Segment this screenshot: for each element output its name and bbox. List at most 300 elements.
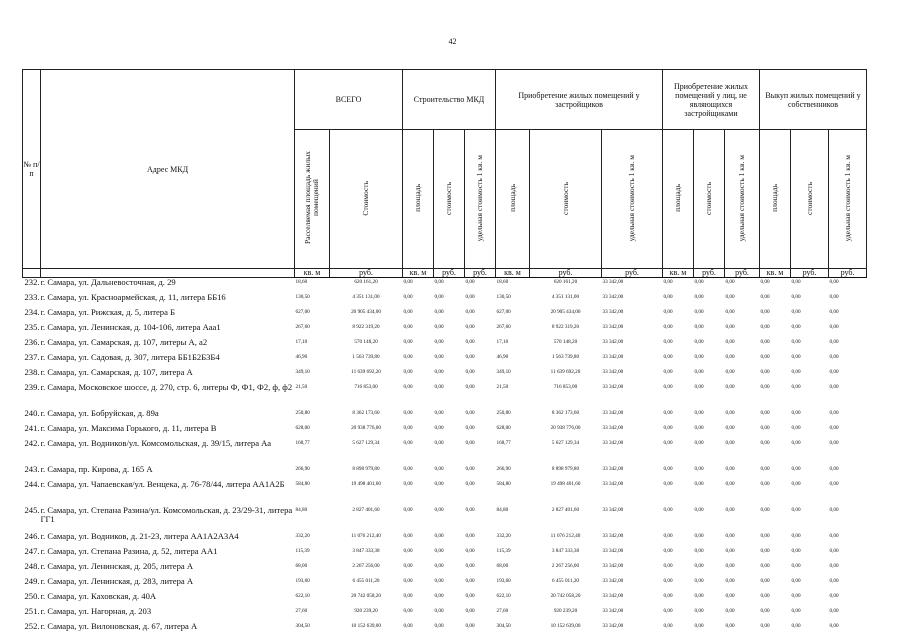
cell-c-unit: 0,00 <box>465 279 475 285</box>
cell-b-cost: 0,00 <box>791 547 801 554</box>
row-address: г. Самара, ул. Водников/ул. Комсомольская, д. 39/15, литера Аа <box>40 438 272 448</box>
cell-b-area: 0,00 <box>760 279 770 285</box>
cell-d-unit: 33 342,00 <box>602 592 624 599</box>
row-address: г. Самара, ул. Дальневосточная, д. 29 <box>40 277 176 287</box>
cell-c-cost: 0,00 <box>434 383 444 390</box>
cell-c-unit: 0,00 <box>465 293 475 300</box>
cell-c-cost: 0,00 <box>434 323 444 330</box>
cell-b-unit: 0,00 <box>829 506 839 513</box>
cell-d-unit: 33 342,00 <box>602 465 624 472</box>
cell-c-cost: 0,00 <box>434 592 444 599</box>
cell-d-unit: 33 342,00 <box>602 383 624 390</box>
unit-cell: руб. <box>829 269 867 278</box>
table-row <box>23 293 867 308</box>
cell-c-area: 0,00 <box>403 293 413 300</box>
unit-cell: руб. <box>530 269 602 278</box>
cell-c-unit: 0,00 <box>465 439 475 446</box>
cell-n-area: 0,00 <box>663 480 673 487</box>
header-total: ВСЕГО <box>295 70 403 130</box>
row-number: 241. <box>24 423 40 433</box>
cell-cost: 20 938 776,00 <box>351 424 381 431</box>
cell-d-unit: 33 342,00 <box>602 480 624 487</box>
cell-n-unit: 0,00 <box>725 592 735 599</box>
table-row <box>23 592 867 607</box>
row-number: 232. <box>24 277 40 287</box>
cell-b-cost: 0,00 <box>791 465 801 472</box>
cell-c-unit: 0,00 <box>465 368 475 375</box>
cell-c-cost: 0,00 <box>434 409 444 416</box>
cell-n-unit: 0,00 <box>725 424 735 431</box>
header-d-unit: удельная стоимость 1 кв. м <box>602 130 663 269</box>
cell-d-area: 17,10 <box>496 338 509 345</box>
cell-b-unit: 0,00 <box>829 383 839 390</box>
cell-n-cost: 0,00 <box>694 409 704 416</box>
cell-area: 304,50 <box>295 622 310 629</box>
cell-d-unit: 33 342,00 <box>602 547 624 554</box>
cell-n-unit: 0,00 <box>725 323 735 330</box>
cell-n-area: 0,00 <box>663 368 673 375</box>
cell-c-unit: 0,00 <box>465 562 475 569</box>
cell-d-cost: 11 076 212,40 <box>550 532 581 539</box>
cell-c-unit: 0,00 <box>465 323 475 330</box>
cell-n-area: 0,00 <box>663 506 673 513</box>
cell-cost: 6 455 011,20 <box>352 577 380 584</box>
row-address: г. Самара, ул. Чапаевская/ул. Венцека, д. 76-78/44, литера АА1А2Б <box>40 479 285 489</box>
cell-n-cost: 0,00 <box>694 353 704 360</box>
cell-n-unit: 0,00 <box>725 506 735 513</box>
cell-area: 168,77 <box>295 439 310 446</box>
cell-n-area: 0,00 <box>663 622 673 629</box>
cell-c-unit: 0,00 <box>465 308 475 315</box>
cell-c-unit: 0,00 <box>465 547 475 554</box>
cell-area: 266,90 <box>295 465 310 472</box>
cell-c-area: 0,00 <box>403 323 413 330</box>
unit-cell: руб. <box>434 269 465 278</box>
cell-d-cost: 8 922 319,20 <box>551 323 580 330</box>
table-row <box>23 577 867 592</box>
cell-b-unit: 0,00 <box>829 308 839 315</box>
cell-d-unit: 33 342,00 <box>602 409 624 416</box>
row-address: г. Самара, ул. Самарская, д. 107, литера А <box>40 367 193 377</box>
cell-d-unit: 33 342,00 <box>602 308 624 315</box>
unit-cell: кв. м <box>403 269 434 278</box>
cell-area: 250,80 <box>295 409 310 416</box>
cell-c-area: 0,00 <box>403 562 413 569</box>
cell-c-area: 0,00 <box>403 506 413 513</box>
cell-n-area: 0,00 <box>663 465 673 472</box>
cell-b-area: 0,00 <box>760 323 770 330</box>
cell-cost: 4 351 131,00 <box>352 293 380 300</box>
row-address: г. Самара, ул. Рижская, д. 5, литера Б <box>40 307 176 317</box>
unit-cell: руб. <box>694 269 725 278</box>
cell-c-cost: 0,00 <box>434 577 444 584</box>
cell-d-cost: 716 853,00 <box>553 383 578 390</box>
cell-area: 17,10 <box>295 338 308 345</box>
table-row <box>23 278 867 293</box>
cell-c-unit: 0,00 <box>465 383 475 390</box>
cell-b-cost: 0,00 <box>791 383 801 390</box>
row-number: 252. <box>24 621 40 631</box>
cell-b-cost: 0,00 <box>791 338 801 345</box>
cell-d-unit: 33 342,00 <box>602 439 624 446</box>
cell-d-area: 267,60 <box>496 323 511 330</box>
cell-cost: 570 148,20 <box>354 338 378 345</box>
cell-c-area: 0,00 <box>403 424 413 431</box>
cell-b-cost: 0,00 <box>791 532 801 539</box>
cell-cost: 20 742 058,20 <box>351 592 381 599</box>
cell-b-unit: 0,00 <box>829 465 839 472</box>
cell-c-area: 0,00 <box>403 622 413 629</box>
cell-b-unit: 0,00 <box>829 532 839 539</box>
cell-c-unit: 0,00 <box>465 506 475 513</box>
cell-b-cost: 0,00 <box>791 607 801 614</box>
cell-b-area: 0,00 <box>760 607 770 614</box>
row-address: г. Самара, ул. Бобруйская, д. 89а <box>40 408 159 418</box>
unit-cell: кв. м <box>295 269 330 278</box>
cell-c-area: 0,00 <box>403 308 413 315</box>
cell-c-cost: 0,00 <box>434 607 444 614</box>
row-address: г. Самара, Московское шоссе, д. 270, стр. 6, литеры Ф, Ф1, Ф2, ф, ф2 <box>40 382 293 392</box>
row-address: г. Самара, ул. Каховская, д. 40А <box>40 591 157 601</box>
cell-b-cost: 0,00 <box>791 353 801 360</box>
row-address: г. Самара, ул. Ленинская, д. 283, литера А <box>40 576 194 586</box>
cell-d-cost: 20 742 058,20 <box>550 592 581 599</box>
table-row <box>23 424 867 439</box>
cell-c-area: 0,00 <box>403 439 413 446</box>
cell-n-cost: 0,00 <box>694 308 704 315</box>
cell-n-cost: 0,00 <box>694 338 704 345</box>
cell-d-unit: 33 342,00 <box>602 279 624 285</box>
cell-c-cost: 0,00 <box>434 622 444 629</box>
cell-d-area: 349,10 <box>496 368 511 375</box>
cell-c-cost: 0,00 <box>434 293 444 300</box>
cell-b-area: 0,00 <box>760 368 770 375</box>
cell-d-unit: 33 342,00 <box>602 323 624 330</box>
cell-d-cost: 6 455 011,20 <box>551 577 580 584</box>
table-row <box>23 562 867 577</box>
cell-d-cost: 20 905 434,00 <box>550 308 581 315</box>
row-address: г. Самара, ул. Ленинская, д. 104-106, литера Ааа1 <box>40 322 221 332</box>
cell-area: 628,00 <box>295 424 310 431</box>
cell-n-unit: 0,00 <box>725 547 735 554</box>
cell-b-area: 0,00 <box>760 424 770 431</box>
header-b-area: площадь <box>760 130 791 269</box>
cell-c-unit: 0,00 <box>465 577 475 584</box>
cell-n-cost: 0,00 <box>694 465 704 472</box>
cell-d-cost: 4 351 131,00 <box>551 293 580 300</box>
cell-n-area: 0,00 <box>663 383 673 390</box>
cell-area: 84,80 <box>295 506 308 513</box>
cell-area: 46,90 <box>295 353 308 360</box>
cell-area: 193,60 <box>295 577 310 584</box>
table-row <box>23 532 867 547</box>
cell-b-cost: 0,00 <box>791 622 801 629</box>
row-number: 239. <box>24 382 40 392</box>
cell-b-cost: 0,00 <box>791 592 801 599</box>
cell-n-area: 0,00 <box>663 353 673 360</box>
cell-c-cost: 0,00 <box>434 480 444 487</box>
cell-d-cost: 5 627 129,34 <box>551 439 580 446</box>
cell-d-cost: 2 267 256,00 <box>551 562 580 569</box>
cell-d-unit: 33 342,00 <box>602 562 624 569</box>
table-row <box>23 480 867 506</box>
cell-n-unit: 0,00 <box>725 562 735 569</box>
row-number: 250. <box>24 591 40 601</box>
unit-cell: кв. м <box>496 269 530 278</box>
cell-c-cost: 0,00 <box>434 506 444 513</box>
cell-c-area: 0,00 <box>403 577 413 584</box>
cell-cost: 8 922 319,20 <box>352 323 380 330</box>
cell-c-area: 0,00 <box>403 368 413 375</box>
cell-c-cost: 0,00 <box>434 532 444 539</box>
cell-c-unit: 0,00 <box>465 353 475 360</box>
table-row <box>23 409 867 424</box>
cell-d-unit: 33 342,00 <box>602 368 624 375</box>
cell-n-cost: 0,00 <box>694 607 704 614</box>
cell-n-cost: 0,00 <box>694 323 704 330</box>
cell-d-cost: 20 938 776,00 <box>550 424 581 431</box>
cell-c-unit: 0,00 <box>465 592 475 599</box>
cell-c-unit: 0,00 <box>465 607 475 614</box>
row-number: 242. <box>24 438 40 448</box>
cell-b-unit: 0,00 <box>829 577 839 584</box>
cell-area: 18,60 <box>295 279 308 285</box>
cell-n-unit: 0,00 <box>725 465 735 472</box>
cell-n-area: 0,00 <box>663 607 673 614</box>
header-n-area: площадь <box>663 130 694 269</box>
cell-d-area: 627,00 <box>496 308 511 315</box>
cell-b-unit: 0,00 <box>829 409 839 416</box>
cell-cost: 8 362 173,60 <box>352 409 380 416</box>
unit-cell: кв. м <box>663 269 694 278</box>
cell-d-cost: 920 239,20 <box>553 607 578 614</box>
header-settled-area: Расселяемая площадь жилых помещений <box>295 130 330 269</box>
cell-cost: 19 498 401,60 <box>351 480 381 487</box>
cell-cost: 2 827 401,60 <box>352 506 380 513</box>
cell-cost: 1 563 739,80 <box>352 353 380 360</box>
cell-b-cost: 0,00 <box>791 424 801 431</box>
cell-cost: 11 639 692,20 <box>351 368 381 375</box>
cell-c-unit: 0,00 <box>465 424 475 431</box>
table-row <box>23 368 867 383</box>
cell-n-cost: 0,00 <box>694 480 704 487</box>
cell-n-cost: 0,00 <box>694 562 704 569</box>
cell-b-area: 0,00 <box>760 465 770 472</box>
cell-b-unit: 0,00 <box>829 592 839 599</box>
unit-cell: руб. <box>602 269 663 278</box>
cell-b-unit: 0,00 <box>829 368 839 375</box>
cell-area: 584,80 <box>295 480 310 487</box>
table-row <box>23 353 867 368</box>
cell-n-area: 0,00 <box>663 592 673 599</box>
cell-b-unit: 0,00 <box>829 293 839 300</box>
header-c-unit: удельная стоимость 1 кв. м <box>465 130 496 269</box>
cell-b-area: 0,00 <box>760 308 770 315</box>
cell-n-area: 0,00 <box>663 562 673 569</box>
header-c-area: площадь <box>403 130 434 269</box>
cell-n-unit: 0,00 <box>725 353 735 360</box>
cell-c-area: 0,00 <box>403 607 413 614</box>
cell-b-unit: 0,00 <box>829 424 839 431</box>
cell-c-cost: 0,00 <box>434 338 444 345</box>
cell-n-unit: 0,00 <box>725 383 735 390</box>
header-num: № п/п <box>23 70 41 269</box>
cell-n-area: 0,00 <box>663 577 673 584</box>
row-number: 237. <box>24 352 40 362</box>
cell-b-cost: 0,00 <box>791 480 801 487</box>
table-row <box>23 338 867 353</box>
cell-n-area: 0,00 <box>663 308 673 315</box>
row-number: 247. <box>24 546 40 556</box>
unit-cell: руб. <box>725 269 760 278</box>
cell-b-unit: 0,00 <box>829 279 839 285</box>
header-address: Адрес МКД <box>41 70 295 269</box>
cell-cost: 20 905 434,00 <box>351 308 381 315</box>
cell-n-unit: 0,00 <box>725 308 735 315</box>
header-buyout: Выкуп жилых помещений у собственников <box>760 70 867 130</box>
row-number: 236. <box>24 337 40 347</box>
cell-b-cost: 0,00 <box>791 308 801 315</box>
header-purchase-dev: Приобретение жилых помещений у застройщиков <box>496 70 663 130</box>
cell-b-area: 0,00 <box>760 592 770 599</box>
row-address: г. Самара, ул. Ленинская, д. 205, литера А <box>40 561 194 571</box>
cell-d-unit: 33 342,00 <box>602 293 624 300</box>
cell-c-cost: 0,00 <box>434 439 444 446</box>
cell-b-unit: 0,00 <box>829 607 839 614</box>
cell-d-cost: 10 152 639,00 <box>550 622 581 629</box>
cell-c-unit: 0,00 <box>465 465 475 472</box>
cell-d-area: 584,80 <box>496 480 511 487</box>
cell-area: 130,50 <box>295 293 310 300</box>
unit-cell: руб. <box>465 269 496 278</box>
table-row <box>23 308 867 323</box>
cell-d-unit: 33 342,00 <box>602 506 624 513</box>
cell-b-area: 0,00 <box>760 577 770 584</box>
cell-b-cost: 0,00 <box>791 409 801 416</box>
table-row <box>23 383 867 409</box>
row-number: 248. <box>24 561 40 571</box>
header-construction: Строительство МКД <box>403 70 496 130</box>
row-number: 251. <box>24 606 40 616</box>
cell-d-area: 68,00 <box>496 562 509 569</box>
cell-c-area: 0,00 <box>403 353 413 360</box>
cell-area: 115,39 <box>295 547 310 554</box>
row-address: г. Самара, ул. Степана Разина/ул. Комсомольская, д. 23/29-31, литера ГГ1 <box>40 505 293 524</box>
row-address: г. Самара, ул. Максима Горького, д. 11, литера В <box>40 423 217 433</box>
cell-d-area: 130,50 <box>496 293 511 300</box>
cell-b-unit: 0,00 <box>829 480 839 487</box>
cell-d-area: 266,90 <box>496 465 511 472</box>
page-number: 42 <box>448 37 457 46</box>
row-number: 233. <box>24 292 40 302</box>
row-address: г. Самара, ул. Красноармейская, д. 11, литера ББ16 <box>40 292 226 302</box>
cell-c-cost: 0,00 <box>434 308 444 315</box>
cell-b-area: 0,00 <box>760 293 770 300</box>
cell-b-area: 0,00 <box>760 409 770 416</box>
cell-d-cost: 570 148,20 <box>553 338 578 345</box>
row-number: 235. <box>24 322 40 332</box>
cell-n-cost: 0,00 <box>694 424 704 431</box>
cell-n-area: 0,00 <box>663 439 673 446</box>
cell-d-area: 21,50 <box>496 383 509 390</box>
row-address: г. Самара, ул. Нагорная, д. 203 <box>40 606 152 616</box>
cell-area: 627,00 <box>295 308 310 315</box>
cell-d-cost: 19 498 401,60 <box>550 480 581 487</box>
row-number: 245. <box>24 505 40 515</box>
cell-d-area: 250,80 <box>496 409 511 416</box>
cell-area: 27,60 <box>295 607 308 614</box>
cell-b-area: 0,00 <box>760 622 770 629</box>
cell-n-unit: 0,00 <box>725 622 735 629</box>
cell-n-area: 0,00 <box>663 532 673 539</box>
cell-n-area: 0,00 <box>663 279 673 285</box>
cell-d-area: 628,00 <box>496 424 511 431</box>
cell-n-cost: 0,00 <box>694 577 704 584</box>
cell-c-unit: 0,00 <box>465 338 475 345</box>
cell-c-cost: 0,00 <box>434 465 444 472</box>
cell-b-unit: 0,00 <box>829 622 839 629</box>
cell-area: 622,10 <box>295 592 310 599</box>
cell-n-cost: 0,00 <box>694 622 704 629</box>
cell-b-cost: 0,00 <box>791 577 801 584</box>
row-number: 243. <box>24 464 40 474</box>
cell-c-cost: 0,00 <box>434 279 444 285</box>
header-c-cost: стоимость <box>434 130 465 269</box>
cell-b-area: 0,00 <box>760 532 770 539</box>
cell-d-unit: 33 342,00 <box>602 622 624 629</box>
cell-d-cost: 11 639 692,20 <box>550 368 581 375</box>
cell-area: 21,50 <box>295 383 308 390</box>
cell-c-area: 0,00 <box>403 465 413 472</box>
cell-cost: 10 152 639,00 <box>351 622 381 629</box>
cell-area: 267,60 <box>295 323 310 330</box>
cell-c-unit: 0,00 <box>465 532 475 539</box>
row-address: г. Самара, ул. Самарская, д. 107, литеры А, а2 <box>40 337 208 347</box>
cell-b-area: 0,00 <box>760 506 770 513</box>
cell-n-unit: 0,00 <box>725 480 735 487</box>
cell-d-unit: 33 342,00 <box>602 424 624 431</box>
cell-n-cost: 0,00 <box>694 547 704 554</box>
row-address: г. Самара, ул. Водников, д. 21-23, литера АА1А2А3А4 <box>40 531 239 541</box>
cell-b-cost: 0,00 <box>791 562 801 569</box>
unit-cell: руб. <box>330 269 403 278</box>
cell-d-area: 332,20 <box>496 532 511 539</box>
cell-cost: 2 267 256,00 <box>352 562 380 569</box>
cell-n-unit: 0,00 <box>725 409 735 416</box>
table-row <box>23 607 867 622</box>
cell-cost: 5 627 129,34 <box>352 439 380 446</box>
cell-area: 332,20 <box>295 532 310 539</box>
cell-d-area: 622,10 <box>496 592 511 599</box>
row-address: г. Самара, ул. Степана Разина, д. 52, литера АА1 <box>40 546 218 556</box>
cell-n-area: 0,00 <box>663 293 673 300</box>
row-address: г. Самара, ул. Садовая, д. 307, литера ББ1Б2Б3Б4 <box>40 352 220 362</box>
row-number: 246. <box>24 531 40 541</box>
cell-n-cost: 0,00 <box>694 293 704 300</box>
cell-n-cost: 0,00 <box>694 592 704 599</box>
header-n-cost: стоимость <box>694 130 725 269</box>
cell-b-cost: 0,00 <box>791 506 801 513</box>
cell-b-unit: 0,00 <box>829 562 839 569</box>
header-purchase-non-dev: Приобретение жилых помещений у лиц, не являющихся застройщиками <box>663 70 760 130</box>
cell-cost: 620 161,20 <box>354 279 378 285</box>
cell-b-unit: 0,00 <box>829 547 839 554</box>
cell-n-unit: 0,00 <box>725 293 735 300</box>
cell-b-unit: 0,00 <box>829 439 839 446</box>
cell-b-cost: 0,00 <box>791 279 801 285</box>
cell-n-cost: 0,00 <box>694 368 704 375</box>
cell-c-unit: 0,00 <box>465 480 475 487</box>
